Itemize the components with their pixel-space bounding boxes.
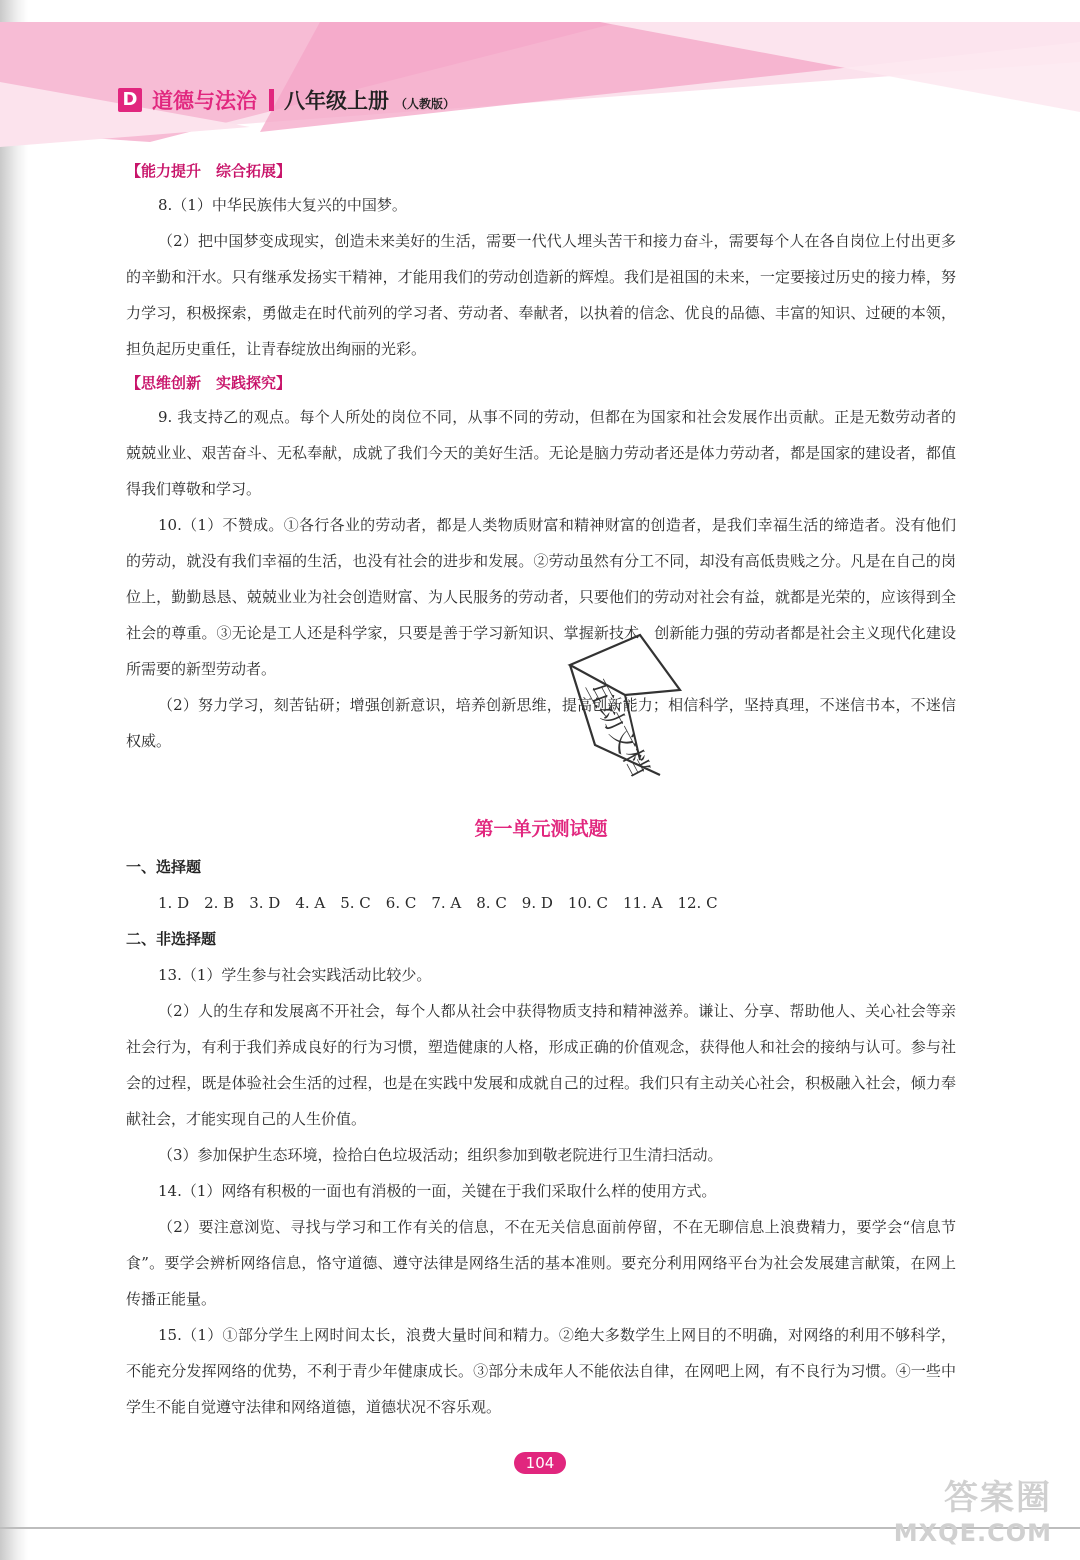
grade-title: 八年级上册	[284, 89, 389, 113]
site-watermark	[862, 1478, 1052, 1554]
answer-paragraph: 10.（1）不赞成。①各行各业的劳动者，都是人类物质财富和精神财富的创造者，是我们幸福生活的缔造者。没有他们的劳动，就没有我们幸福的生活，也没有社会的进步和发展。②劳动虽然有分工不同，却没有高低贵贱之分。凡是在自己的岗位上，勤勤恳恳、兢兢业业为社会创造财富、为人民服务的劳动者，只要他们的劳动对社会有益，就都是光荣的，应该得到全社会的尊重。③无论是工人还是科学家，只要是善于学习新知识、掌握新技术、创新能力强的劳动者都是社会主义现代化建设所需要的新型劳动者。	[126, 516, 956, 678]
choice-answers: 1. D 2. B 3. D 4. A 5. C 6. C 7. A 8. C 9. D 10. C 11. A 12. C	[158, 894, 718, 912]
edition-label: （人教版）	[395, 96, 456, 111]
answer-paragraph: 13.（1）学生参与社会实践活动比较少。	[158, 966, 432, 984]
svg-text:互动文档: 互动文档	[579, 675, 655, 782]
subject-title: 道德与法治	[152, 89, 257, 113]
subject-badge: D	[118, 88, 142, 112]
answer-paragraph: （2）要注意浏览、寻找与学习和工作有关的信息，不在无关信息面前停留，不在无聊信息上浪费精力，要学会“信息节食”。要学会辨析网络信息，恪守道德、遵守法律是网络生活的基本准则。要充分利用网络平台为社会发展建言献策，在网上传播正能量。	[126, 1218, 956, 1308]
answer-paragraph: （2）人的生存和发展离不开社会，每个人都从社会中获得物质支持和精神滋养。谦让、分享、帮助他人、关心社会等亲社会行为，有利于我们养成良好的行为习惯，塑造健康的人格，形成正确的价值观念，获得他人和社会的接纳与认可。参与社会的过程，既是体验社会生活的过程，也是在实践中发展和成就自己的过程。我们只有主动关心社会，积极融入社会，倾力奉献社会，才能实现自己的人生价值。	[126, 1002, 956, 1128]
handwritten-stamp	[530, 625, 700, 800]
part-heading: 一、选择题	[126, 858, 202, 876]
running-header	[118, 84, 455, 116]
unit-test-title: 第一单元测试题	[474, 818, 608, 840]
section-label: 【能力提升 综合拓展】	[126, 162, 292, 180]
answer-paragraph: （3）参加保护生态环境，捡拾白色垃圾活动；组织参加到敬老院进行卫生清扫活动。	[158, 1146, 723, 1164]
answer-paragraph: （2）把中国梦变成现实，创造未来美好的生活，需要一代代人埋头苦干和接力奋斗，需要每个人在各自岗位上付出更多的辛勤和汗水。只有继承发扬实干精神，才能用我们的劳动创造新的辉煌。我们是祖国的未来，一定要接过历史的接力棒，努力学习，积极探索，勇做走在时代前列的学习者、劳动者、奉献者，以执着的信念、优良的品德、丰富的知识、过硬的本领，担负起历史重任，让青春绽放出绚丽的光彩。	[126, 232, 956, 358]
section-label: 【思维创新 实践探究】	[126, 374, 292, 392]
watermark-url: MXQE.COM	[893, 1519, 1052, 1547]
part-heading: 二、非选择题	[126, 930, 217, 948]
answer-paragraph: 9. 我支持乙的观点。每个人所处的岗位不同，从事不同的劳动，但都在为国家和社会发展作出贡献。正是无数劳动者的兢兢业业、艰苦奋斗、无私奉献，成就了我们今天的美好生活。无论是脑力劳动者还是体力劳动者，都是国家的建设者，都值得我们尊敬和学习。	[126, 408, 956, 498]
answer-paragraph: 8.（1）中华民族伟大复兴的中国梦。	[158, 196, 407, 214]
page-number: 104	[514, 1452, 566, 1474]
answer-paragraph: 14.（1）网络有积极的一面也有消极的一面，关键在于我们采取什么样的使用方式。	[158, 1182, 717, 1200]
page-binding-shadow	[0, 0, 28, 1560]
answer-paragraph: （2）努力学习，刻苦钻研；增强创新意识，培养创新思维，提高创新能力；相信科学，坚持真理，不迷信书本，不迷信权威。	[126, 696, 956, 750]
header-separator	[269, 89, 274, 111]
watermark-logo-text: 答案圈	[944, 1478, 1052, 1518]
answer-paragraph: 15.（1）①部分学生上网时间太长，浪费大量时间和精力。②绝大多数学生上网目的不明确，对网络的利用不够科学，不能充分发挥网络的优势，不利于青少年健康成长。③部分未成年人不能依法自律，在网吧上网，有不良行为习惯。④一些中学生不能自觉遵守法律和网络道德，道德状况不容乐观。	[126, 1326, 956, 1416]
